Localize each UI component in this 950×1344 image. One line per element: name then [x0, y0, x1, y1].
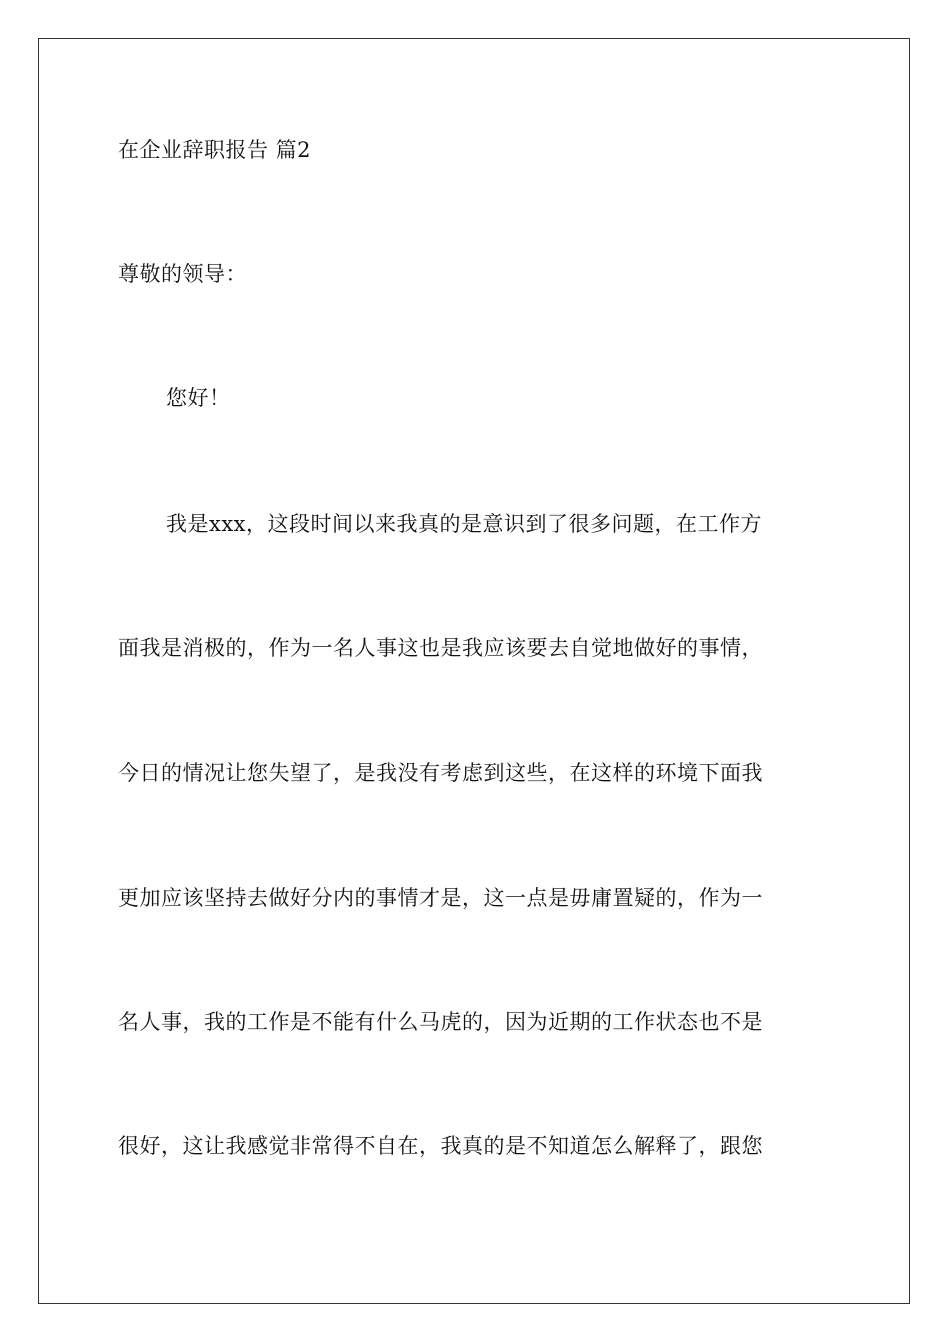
salutation: 尊敬的领导： [118, 262, 247, 286]
body-line: 更加应该坚持去做好分内的事情才是，这一点是毋庸置疑的，作为一 [118, 886, 763, 910]
body-line: 今日的情况让您失望了，是我没有考虑到这些，在这样的环境下面我 [118, 761, 763, 785]
body-line: 面我是消极的，作为一名人事这也是我应该要去自觉地做好的事情， [118, 636, 763, 660]
body-line: 很好，这让我感觉非常得不自在，我真的是不知道怎么解释了，跟您 [118, 1134, 763, 1158]
body-line: 我是xxx，这段时间以来我真的是意识到了很多问题，在工作方 [166, 512, 763, 536]
greeting: 您好！ [166, 386, 231, 410]
body-line: 名人事，我的工作是不能有什么马虎的，因为近期的工作状态也不是 [118, 1010, 763, 1034]
page-border [38, 38, 910, 1304]
document-title: 在企业辞职报告 篇2 [118, 138, 312, 162]
